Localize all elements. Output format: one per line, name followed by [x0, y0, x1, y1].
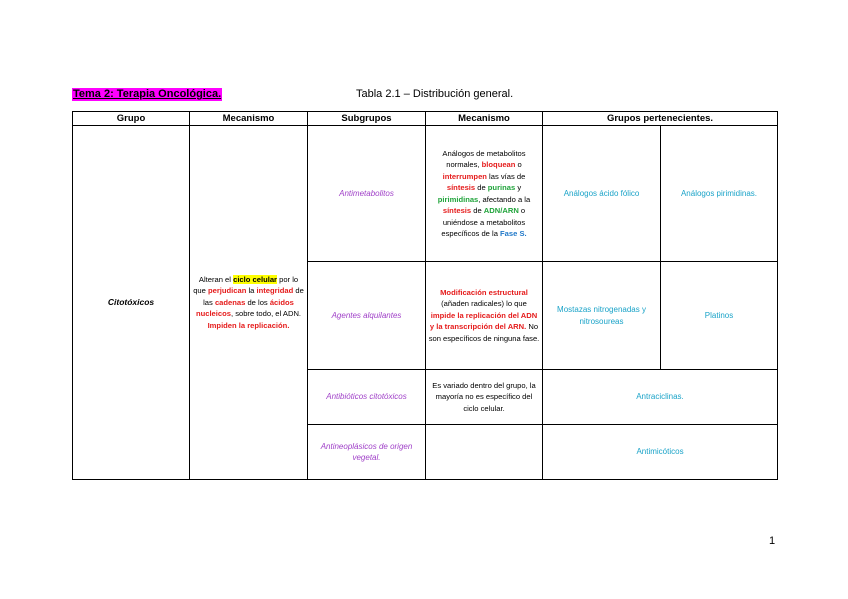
text: , sobre todo, el ADN.: [230, 309, 302, 319]
member-platinos: Platinos: [661, 262, 778, 370]
column-header-subgrupos: Subgrupos: [308, 112, 426, 126]
highlight-impide: impide la replicación del ADN y la transcripción del ARN.: [429, 310, 538, 332]
text: de: [471, 206, 484, 215]
text: (añaden radicales) lo que: [441, 299, 527, 309]
highlight-modificacion: Modificación estructural: [440, 287, 528, 297]
highlight-purinas: purinas: [487, 183, 516, 192]
column-header-mecanismo: Mecanismo: [190, 112, 308, 126]
text: No son específicos de ninguna fase.: [428, 322, 540, 343]
table-row: [73, 126, 778, 262]
text: la: [246, 286, 257, 296]
table-caption: Tabla 2.1 – Distribución general.: [356, 88, 514, 100]
text: de las: [203, 286, 304, 307]
highlight-interrumpen: interrumpen: [442, 171, 487, 181]
text: , afectando a la: [478, 194, 531, 204]
mechanism-antimetabolitos: [426, 126, 543, 262]
group-mechanism-cell: [190, 126, 308, 480]
subgroup-antimetabolitos: Antimetabolitos: [308, 126, 426, 262]
highlight-sintesis-2: síntesis: [442, 206, 472, 215]
highlight-pirimidinas: pirimidinas: [437, 194, 479, 204]
member-mostazas: Mostazas nitrogenadas y nitrosoureas: [543, 262, 661, 370]
highlight-fase-s: Fase S.: [500, 229, 527, 238]
member-antraciclinas: Antraciclinas.: [543, 370, 778, 425]
text: las vías de: [486, 171, 526, 181]
column-header-grupos: Grupos pertenecientes.: [543, 112, 778, 126]
table-header-row: [73, 112, 778, 126]
column-header-grupo: Grupo: [73, 112, 190, 126]
highlight-perjudican: perjudican: [207, 286, 247, 296]
highlight-cadenas: cadenas: [214, 297, 246, 307]
document-title: Tema 2: Terapia Oncológica.: [73, 88, 222, 100]
text: de: [475, 183, 488, 192]
text: por lo que: [193, 274, 299, 296]
highlight-sintesis: síntesis: [446, 183, 476, 192]
group-cell: Citotóxicos: [73, 126, 190, 480]
subgroup-antibioticos-citotoxicos: Antibióticos citotóxicos: [308, 370, 426, 425]
subgroup-agentes-alquilantes: Agentes alquilantes: [308, 262, 426, 370]
highlight-impiden: Impiden la replicación.: [207, 320, 290, 330]
mechanism-antineoplasicos: [426, 425, 543, 480]
text: y: [515, 183, 522, 192]
page-number: 1: [769, 535, 776, 547]
distribution-table: [72, 111, 778, 480]
text: o uniéndose a metabolitos específicos de la: [441, 206, 526, 238]
member-analogos-pirimidinas: Análogos pirimidinas.: [661, 126, 778, 262]
text: Análogos de metabolitos normales,: [442, 148, 526, 169]
highlight-adn-arn: ADN/ARN: [483, 206, 519, 215]
text: o: [515, 160, 522, 169]
highlight-acidos: ácidos nucleicos: [195, 297, 294, 319]
text: de los: [245, 297, 270, 307]
member-antimicoticos: Antimicóticos: [543, 425, 778, 480]
member-analogos-acido-folico: Análogos ácido fólico: [543, 126, 661, 262]
highlight-ciclo: ciclo celular: [233, 274, 277, 284]
mechanism-antibioticos: Es variado dentro del grupo, la mayoría no es específico del ciclo celular.: [426, 370, 543, 425]
highlight-bloquean: bloquean: [481, 160, 516, 169]
column-header-mecanismo-sub: Mecanismo: [426, 112, 543, 126]
highlight-integridad: integridad: [256, 286, 294, 296]
subgroup-antineoplasicos: Antineoplásicos de origen vegetal.: [308, 425, 426, 480]
text: Alteran el: [198, 274, 234, 284]
mechanism-agentes-alquilantes: [426, 262, 543, 370]
